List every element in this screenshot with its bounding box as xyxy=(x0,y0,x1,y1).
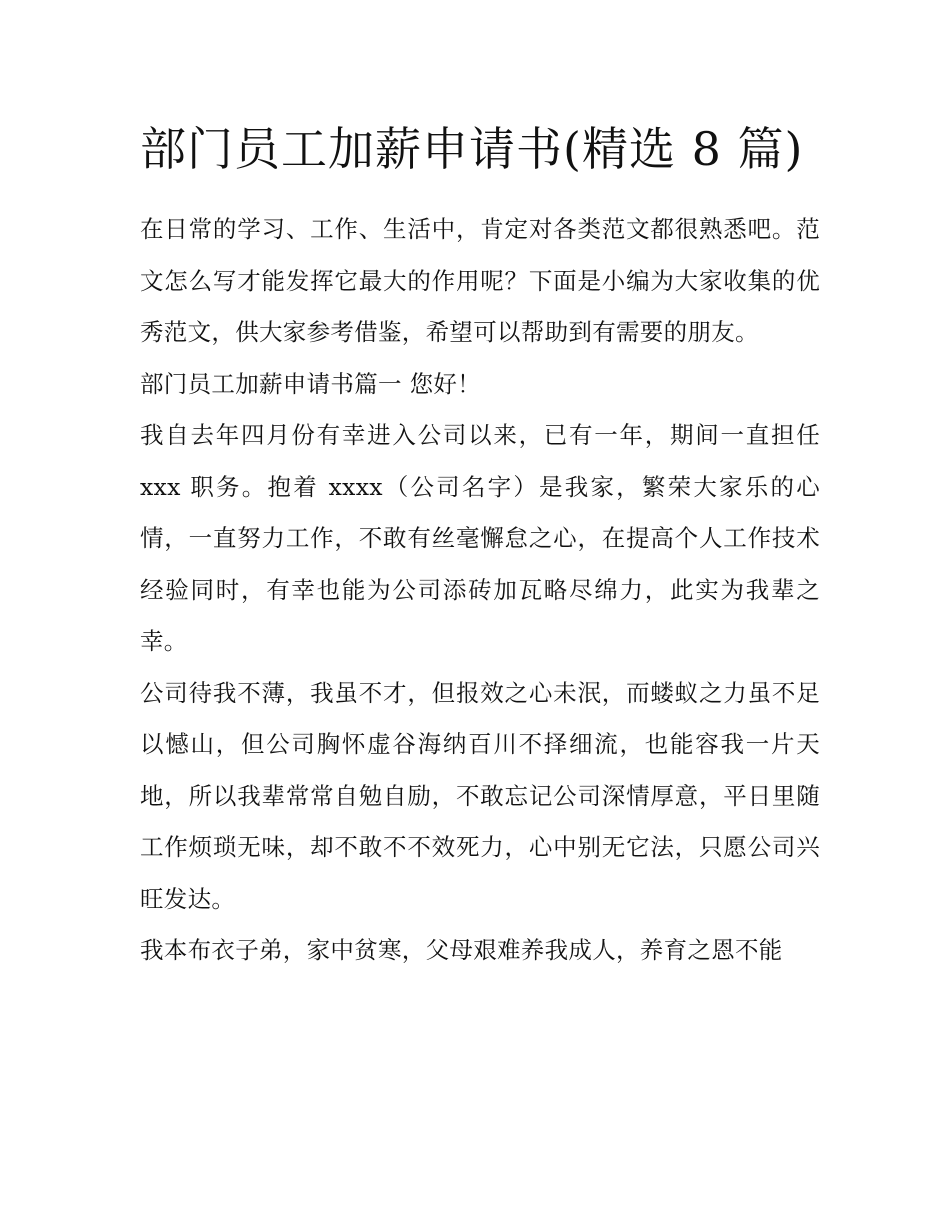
document-title: 部门员工加薪申请书(精选 8 篇) xyxy=(140,122,804,176)
document-body xyxy=(140,204,820,977)
body-paragraph: 公司待我不薄，我虽不才，但报效之心未泯，而蝼蚁之力虽不足以憾山，但公司胸怀虚谷海纳百川不择细流，也能容我一片天地，所以我辈常常自勉自励，不敢忘记公司深情厚意，平日里随工作烦琐无味，却不敢不不效死力，心中别无它法，只愿公司兴旺发达。 xyxy=(140,678,820,913)
body-paragraph: 我自去年四月份有幸进入公司以来，已有一年，期间一直担任 xxx 职务。抱着 xxxx（公司名字）是我家，繁荣大家乐的心情，一直努力工作，不敢有丝毫懈怠之心，在提高个人工作技术经验同时，有幸也能为公司添砖加瓦略尽绵力，此实为我辈之幸。 xyxy=(140,421,820,655)
body-paragraph: 我本布衣子弟，家中贫寒，父母艰难养我成人，养育之恩不能 xyxy=(140,936,783,964)
intro-paragraph: 在日常的学习、工作、生活中，肯定对各类范文都很熟悉吧。范文怎么写才能发挥它最大的作用呢？下面是小编为大家收集的优秀范文，供大家参考借鉴，希望可以帮助到有需要的朋友。 xyxy=(140,215,820,346)
document-content xyxy=(140,112,820,977)
section-heading-paragraph: 部门员工加薪申请书篇一 您好！ xyxy=(140,369,481,398)
